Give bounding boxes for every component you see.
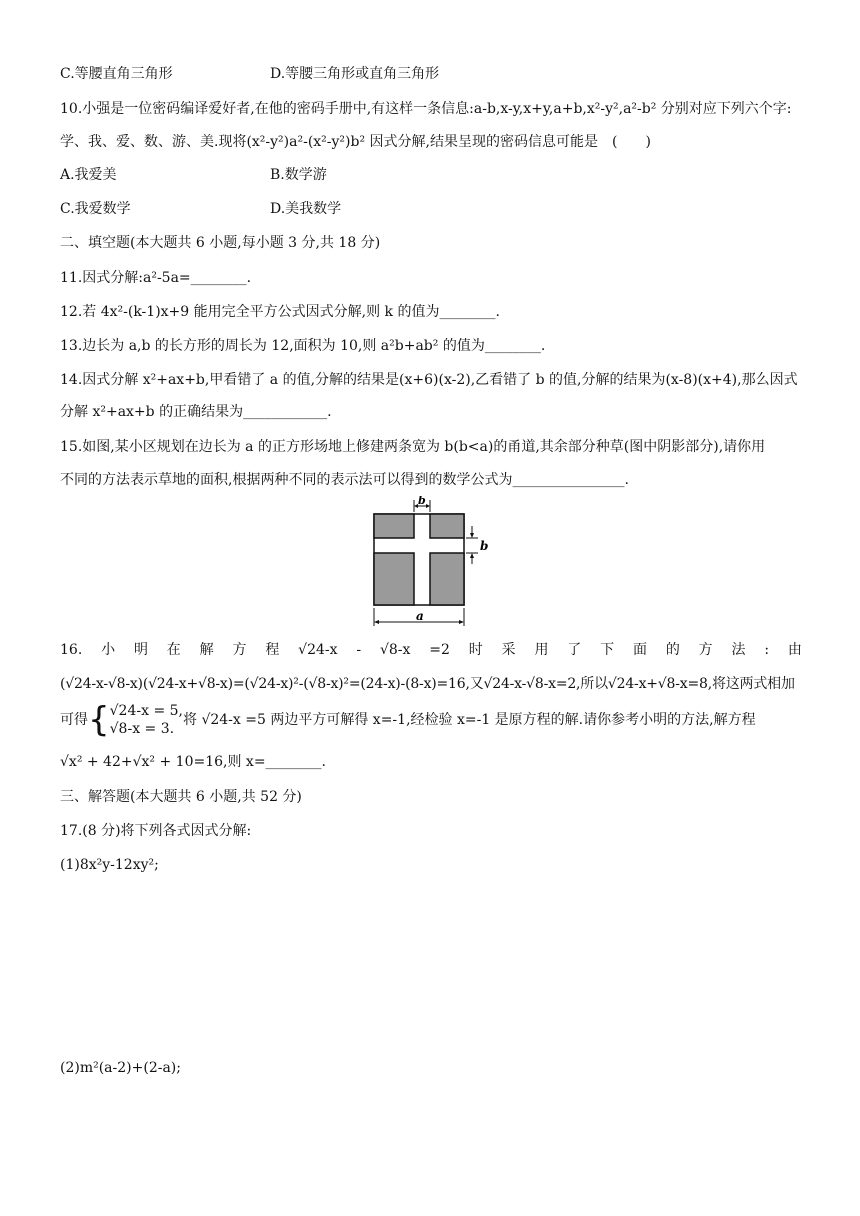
system-brace: { [88,700,110,740]
label-a: a [416,609,424,623]
q16-line1-word: 面 [632,642,647,658]
q16-line4: √x² + 42+√x² + 10=16,则 x=________. [60,754,326,770]
q12: 12.若 4x²-(k-1)x+9 能用完全平方公式因式分解,则 k 的值为________. [60,304,500,320]
q11: 11.因式分解:a²-5a=________. [60,270,252,286]
q14-line1: 14.因式分解 x²+ax+b,甲看错了 a 的值,分解的结果是(x+6)(x-2),乙看错了 b 的值,分解的结果为(x-8)(x+4),那么因式 [60,372,798,388]
q10-option-b: B.数学游 [270,167,327,183]
q10-line1: 10.小强是一位密码编译爱好者,在他的密码手册中,有这样一条信息:a-b,x-y,x+y,a+b,x²-y²,a²-b² 分别对应下列六个字: [60,101,792,117]
grass-bottom-left [374,553,414,605]
system-eq1: √24-x = 5, [109,703,183,719]
q17-part2: (2)m²(a-2)+(2-a); [60,1060,181,1076]
q16-line1-word: 16. [60,642,83,658]
q16-line1-word: =2 [429,642,450,658]
q16-line1-word: 程 [265,642,280,658]
q14-line2: 分解 x²+ax+b 的正确结果为____________. [60,404,332,420]
equation-system [110,702,183,738]
q10-option-c: C.我爱数学 [60,201,131,217]
q15-figure [360,496,500,634]
q16-line1-word: √24-x [298,642,338,658]
q16-line1 [60,640,802,660]
q16-line1-word: 方 [232,642,247,658]
q16-line1-word: 由 [787,642,802,658]
q17-title: 17.(8 分)将下列各式因式分解: [60,823,252,839]
q10-option-a: A.我爱美 [60,167,117,183]
q16-line1-word: 在 [166,642,181,658]
q13: 13.边长为 a,b 的长方形的周长为 12,面积为 10,则 a²b+ab² 的值为________. [60,338,546,354]
q16-line2: (√24-x-√8-x)(√24-x+√8-x)=(√24-x)²-(√8-x)²=(24-x)-(8-x)=16,又√24-x-√8-x=2,所以√24-x+√8-x=8,将这两式相加 [60,676,795,692]
q9-option-c: C.等腰直角三角形 [60,66,173,82]
q16-line3-prefix: 可得 [60,712,88,728]
q10-line2: 学、我、爱、数、游、美.现将(x²-y²)a²-(x²-y²)b² 因式分解,结果呈现的密码信息可能是 ( ) [60,134,651,150]
system-eq2: √8-x = 3. [109,721,175,737]
section-fill-in-heading: 二、填空题(本大题共 6 小题,每小题 3 分,共 18 分) [60,235,381,251]
section-answer-heading: 三、解答题(本大题共 6 小题,共 52 分) [60,789,302,805]
q16-line3 [60,700,756,740]
grass-top-right [430,514,464,538]
q10-option-d: D.美我数学 [270,201,342,217]
grass-bottom-right [430,553,464,605]
q16-line1-word: 用 [534,642,549,658]
q15-line2: 不同的方法表示草地的面积,根据两种不同的表示法可以得到的数学公式为________________. [60,472,629,488]
q16-line1-word: 时 [468,642,483,658]
q9-option-d: D.等腰三角形或直角三角形 [270,66,440,82]
q17-part1: (1)8x²y-12xy²; [60,857,159,873]
label-b-top: b [418,496,426,507]
label-b-side: b [480,539,489,553]
q16-line1-word: 采 [501,642,516,658]
q16-line1-word: : [764,642,770,658]
q16-line1-word: √8-x [379,642,411,658]
q16-line1-word: 下 [600,642,615,658]
q16-line3-rest: 将 √24-x =5 两边平方可解得 x=-1,经检验 x=-1 是原方程的解.请你参考小明的方法,解方程 [183,712,756,728]
q16-line1-word: 小 [101,642,116,658]
q16-line1-word: - [356,642,362,658]
q16-line1-word: 解 [199,642,214,658]
q16-line1-word: 了 [567,642,582,658]
q15-line1: 15.如图,某小区规划在边长为 a 的正方形场地上修建两条宽为 b(b<a)的甬道,其余部分种草(图中阴影部分),请你用 [60,439,766,455]
q16-line1-word: 方 [698,642,713,658]
q16-line1-word: 的 [665,642,680,658]
grass-top-left [374,514,414,538]
q16-line1-word: 明 [133,642,148,658]
q16-line1-word: 法 [731,642,746,658]
